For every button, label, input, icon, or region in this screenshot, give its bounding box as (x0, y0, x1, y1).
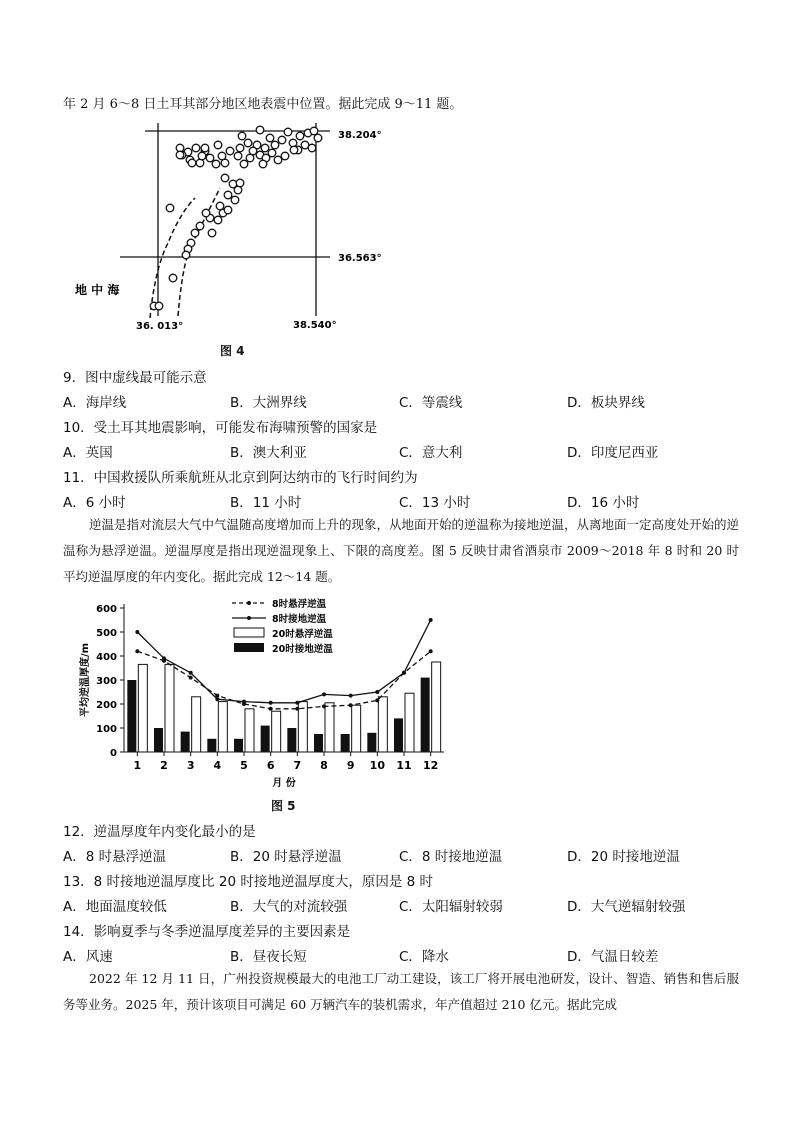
epicenter-marker (296, 132, 304, 140)
epicenter-marker (169, 274, 177, 282)
bar-20h-ground-inversion (181, 732, 190, 752)
y-tick-label: 500 (96, 628, 117, 639)
epicenter-marker (236, 144, 244, 152)
y-tick-label: 0 (110, 748, 117, 759)
bar-20h-elevated-inversion (138, 664, 147, 752)
epicenter-marker (274, 156, 282, 164)
epicenter-marker (231, 196, 239, 204)
x-tick-label: 8 (320, 759, 328, 772)
question-11-stem: 11．中国救援队所乘航班从北京到阿达纳市的飞行时间约为 (63, 470, 418, 486)
question-12-option-a[interactable]: A．8 时悬浮逆温 (63, 849, 167, 865)
sea-label: 地 中 海 (75, 283, 120, 297)
epicenter-marker (268, 149, 276, 157)
question-13-option-b[interactable]: B．大气的对流较强 (230, 899, 348, 915)
intro-line: 年 2 月 6～8 日土耳其部分地区地表震中位置。据此完成 9～11 题。 (63, 97, 463, 112)
bar-20h-elevated-inversion (405, 693, 414, 752)
epicenter-marker (155, 302, 163, 310)
question-14-option-b[interactable]: B．昼夜长短 (230, 949, 307, 965)
figure5-caption: 图 5 (271, 799, 296, 813)
epicenter-marker (192, 144, 200, 152)
question-13-option-a[interactable]: A．地面温度较低 (63, 899, 167, 915)
question-10-stem: 10．受土耳其地震影响，可能发布海啸预警的国家是 (63, 420, 378, 436)
x-tick-label: 1 (133, 759, 142, 772)
epicenter-marker (246, 154, 254, 162)
line-point (349, 694, 353, 698)
legend-label: 20时悬浮逆温 (272, 629, 333, 640)
passage-inversion: 逆温是指对流层大气中气温随高度增加而上升的现象，从地面开始的逆温称为接地逆温，从离地面一定高度处开始的逆温称为悬浮逆温。逆温厚度是指出现逆温现象上、下限的高度差。图 5 反映甘肃省酒泉市 2009～2018 年 8 时和 20 时平均逆温厚度的年内变化。据此完成 12～14 题。 (63, 517, 740, 584)
epicenter-marker (191, 229, 199, 237)
epicenter-marker (176, 151, 184, 159)
question-11-option-d[interactable]: D．16 小时 (567, 495, 640, 511)
line-point (189, 671, 193, 675)
epicenter-marker (240, 160, 248, 168)
epicenter-marker (290, 146, 298, 154)
y-tick-label: 600 (96, 604, 117, 615)
x-tick-label: 9 (346, 759, 355, 772)
question-10-option-a[interactable]: A．英国 (63, 445, 113, 461)
x-axis-label: 月 份 (272, 778, 296, 789)
epicenter-marker (214, 216, 222, 224)
epicenter-marker (182, 251, 190, 259)
y-tick-label: 400 (96, 652, 117, 663)
legend-swatch (234, 643, 264, 652)
epicenter-marker (244, 139, 252, 147)
line-point (402, 671, 406, 675)
legend-label: 20时接地逆温 (272, 644, 333, 655)
question-11-option-c[interactable]: C．13 小时 (399, 495, 471, 511)
x-tick-label: 7 (293, 759, 302, 772)
bar-20h-elevated-inversion (192, 697, 201, 752)
line-point (429, 618, 433, 622)
legend-label: 8时悬浮逆温 (272, 599, 327, 610)
bar-20h-elevated-inversion (245, 709, 254, 752)
bar-20h-elevated-inversion (272, 711, 281, 752)
epicenter-marker (206, 154, 214, 162)
bar-20h-ground-inversion (234, 739, 243, 752)
epicenter-marker (234, 152, 242, 160)
line-point (135, 630, 139, 634)
bar-20h-ground-inversion (207, 739, 216, 752)
x-tick-label: 12 (423, 759, 439, 772)
figure4-map (60, 118, 400, 363)
epicenter-marker (224, 191, 232, 199)
epicenter-marker (202, 209, 210, 217)
line-point (162, 656, 166, 660)
x-tick-label: 5 (240, 759, 248, 772)
bar-20h-ground-inversion (421, 678, 430, 752)
lon-left-label: 36. 013° (136, 321, 184, 332)
bar-20h-ground-inversion (394, 718, 403, 752)
bar-20h-ground-inversion (341, 734, 350, 752)
question-13-option-d[interactable]: D．大气逆辐射较强 (567, 899, 686, 915)
bar-20h-ground-inversion (367, 733, 376, 752)
epicenter-marker (198, 152, 206, 160)
epicenter-marker (214, 141, 222, 149)
line-point (375, 690, 379, 694)
bar-20h-ground-inversion (154, 728, 163, 752)
x-tick-label: 4 (213, 759, 222, 772)
question-12-option-d[interactable]: D．20 时接地逆温 (567, 849, 680, 865)
epicenter-marker (256, 126, 264, 134)
question-10-option-b[interactable]: B．澳大利亚 (230, 445, 307, 461)
y-tick-label: 200 (96, 700, 117, 711)
epicenter-marker (271, 141, 279, 149)
question-11-option-a[interactable]: A．6 小时 (63, 495, 126, 511)
y-tick-label: 100 (96, 724, 117, 735)
epicenter-marker (201, 144, 209, 152)
line-point (215, 697, 219, 701)
epicenter-marker (289, 139, 297, 147)
question-14-option-a[interactable]: A．风速 (63, 949, 113, 965)
question-9-option-c[interactable]: C．等震线 (399, 395, 463, 411)
question-14-option-d[interactable]: D．气温日较差 (567, 949, 659, 965)
bar-20h-ground-inversion (314, 734, 323, 752)
bar-20h-elevated-inversion (218, 702, 227, 752)
epicenter-marker (278, 136, 286, 144)
question-12-stem: 12．逆温厚度年内变化最小的是 (63, 824, 256, 840)
bar-20h-elevated-inversion (325, 703, 334, 752)
figure4-caption: 图 4 (220, 344, 245, 358)
legend-label: 8时接地逆温 (272, 614, 327, 625)
figure5-chart (72, 597, 452, 792)
line-point (295, 701, 299, 705)
question-14-stem: 14．影响夏季与冬季逆温厚度差异的主要因素是 (63, 924, 351, 940)
epicenter-marker (238, 132, 246, 140)
line-point (429, 649, 433, 653)
lon-right-label: 38.540° (293, 320, 337, 331)
epicenter-marker (221, 159, 229, 167)
epicenter-marker (188, 159, 196, 167)
question-9-option-a[interactable]: A．海岸线 (63, 395, 127, 411)
question-11-option-b[interactable]: B．11 小时 (230, 495, 302, 511)
question-14-option-c[interactable]: C．降水 (399, 949, 449, 965)
line-point (375, 698, 379, 702)
epicenter-marker (208, 229, 216, 237)
epicenter-marker (281, 152, 289, 160)
bar-20h-elevated-inversion (378, 697, 387, 752)
x-tick-label: 3 (186, 759, 195, 772)
question-10-option-d[interactable]: D．印度尼西亚 (567, 445, 659, 461)
epicenter-marker (236, 179, 244, 187)
legend-swatch (234, 628, 264, 637)
legend-swatch-point (247, 601, 251, 605)
x-tick-label: 2 (160, 759, 168, 772)
epicenter-marker (308, 144, 316, 152)
epicenter-marker (224, 206, 232, 214)
epicenter-marker (310, 127, 318, 135)
epicenter-marker (226, 147, 234, 155)
epicenter-marker (266, 134, 274, 142)
epicenter-marker (314, 134, 322, 142)
passage-battery: 2022 年 12 月 11 日，广州投资规模最大的电池工厂动工建设，该工厂将开展电池研发，设计、智造、销售和售后服务等业务。2025 年，预计该项目可满足 60 万辆汽车的装机需求，年产值超过 210 亿元。据此完成 (63, 971, 739, 1012)
line-point (135, 649, 139, 653)
question-9-option-d[interactable]: D．板块界线 (567, 395, 645, 411)
question-13-stem: 13．8 时接地逆温厚度比 20 时接地逆温厚度大，原因是 8 时 (63, 874, 433, 890)
y-tick-label: 300 (96, 676, 117, 687)
epicenter-marker (284, 128, 292, 136)
legend-swatch-point (247, 616, 251, 620)
epicenter-marker (166, 204, 174, 212)
lat-top-label: 38.204° (338, 130, 382, 141)
line-point (295, 707, 299, 711)
question-9-option-b[interactable]: B．大洲界线 (230, 395, 307, 411)
lat-bottom-label: 36.563° (338, 253, 382, 264)
epicenter-marker (259, 160, 267, 168)
epicenter-marker (221, 174, 229, 182)
bar-20h-ground-inversion (127, 680, 136, 752)
line-point (322, 704, 326, 708)
line-point (189, 676, 193, 680)
epicenter-marker (196, 222, 204, 230)
line-point (322, 692, 326, 696)
line-point (349, 703, 353, 707)
x-tick-label: 6 (266, 759, 275, 772)
epicenter-marker (212, 160, 220, 168)
x-tick-label: 10 (369, 759, 385, 772)
x-tick-label: 11 (396, 759, 412, 772)
bar-20h-ground-inversion (287, 728, 296, 752)
question-12-option-c[interactable]: C．8 时接地逆温 (399, 849, 503, 865)
question-9-stem: 9．图中虚线最可能示意 (63, 370, 207, 386)
question-12-option-b[interactable]: B．20 时悬浮逆温 (230, 849, 342, 865)
question-13-option-c[interactable]: C．太阳辐射较弱 (399, 899, 503, 915)
bar-20h-elevated-inversion (432, 662, 441, 752)
line-point (242, 700, 246, 704)
question-10-option-c[interactable]: C．意大利 (399, 445, 463, 461)
bar-20h-elevated-inversion (352, 705, 361, 752)
epicenter-marker (261, 144, 269, 152)
line-point (269, 701, 273, 705)
bar-20h-ground-inversion (261, 726, 270, 752)
bar-20h-elevated-inversion (165, 664, 174, 752)
y-axis-label: 平均逆温厚度/m (80, 642, 91, 718)
line-point (269, 707, 273, 711)
